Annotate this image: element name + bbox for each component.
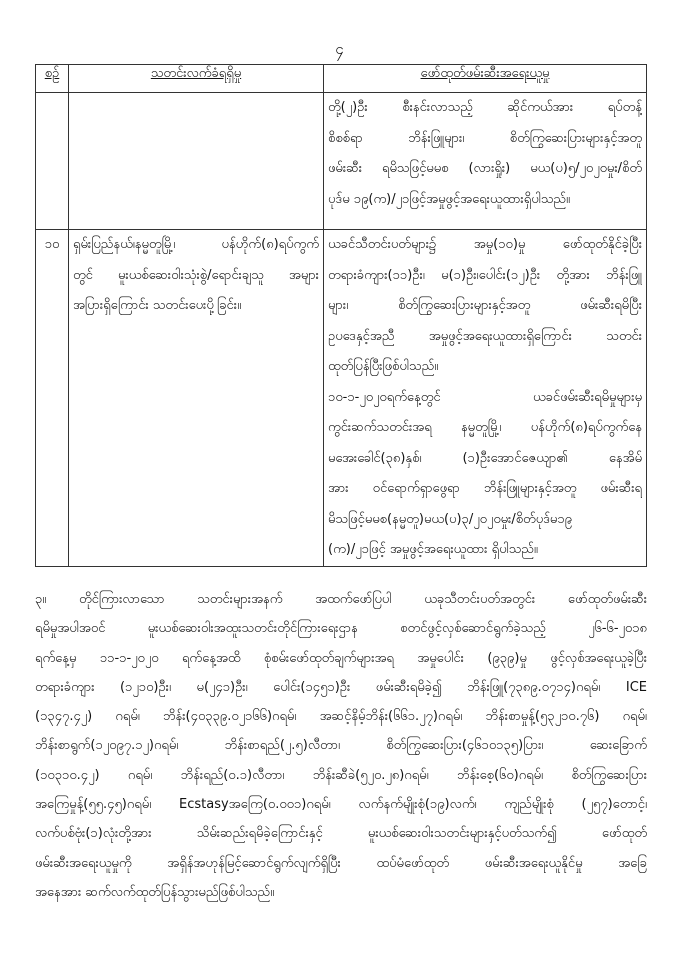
text-line: ဥပဒေနှင့်အညီ အမှုဖွင့်အရေးယူထားရှိကြောင်း သတင်း	[328, 328, 642, 344]
text-line: အပြားရှိကြောင်း သတင်းပေးပို့ခြင်း။	[73, 298, 242, 313]
table-row	[36, 93, 647, 230]
text-line: အနေအား ဆက်လက်ထုတ်ပြန်သွားမည်ဖြစ်ပါသည်။	[35, 884, 275, 900]
text-line: ထုတ်ပြန်ပြီးဖြစ်ပါသည်။	[328, 359, 439, 374]
text-line: ဖမ်းဆီးအရေးယူမှုကို အရှိန်အဟုန်မြင့်ဆောင်ရွက်လျက်ရှိပြီး ထပ်မံဖော်ထုတ် ဖမ်းဆီးအရေးယူနိုင်မှု အခြေ	[35, 855, 647, 871]
row-action	[324, 230, 647, 567]
text-line: ယခင်သီတင်းပတ်များ၌ အမှု(၁၀)မှု ဖော်ထုတ်နိုင်ခဲ့ပြီး	[328, 237, 642, 252]
row-info	[69, 230, 324, 567]
text-line: တွင် မူးယစ်ဆေးဝါးသုံးစွဲ/ရောင်းချသူ အများ	[73, 267, 319, 283]
text-line: (၁၃၄၇.၄၂) ဂရမ်၊ ဘိန်း(၄၀၃၃၉.၀၂၁၆၆)ဂရမ်၊ အဆင့်နိမ့်ဘိန်း(၆၆၁.၂၇)ဂရမ်၊ ဘိန်းစာမှုန့်(၅၃၂၁၀.၇၆) ဂရမ်၊	[35, 709, 647, 725]
text-line: များ၊ စိတ်ကြွဆေးပြားများနှင့်အတူ ဖမ်းဆီးရမိပြီး	[328, 298, 642, 313]
row-action	[324, 93, 647, 230]
text-line: မိသဖြင့်မမစ(နမ္မတူ)မယ(ပ)၃/၂၀၂၀မှုး/စိတ်ပုဒ်မ၁၉	[328, 511, 572, 527]
text-line: (၁၀၃၁၀.၄၂) ဂရမ်၊ ဘိန်းရည်(၀.၁)လီတာ၊ ဘိန်းဆီခဲ(၅၂၀.၂၈)ဂရမ်၊ ဘိန်းစေ့(၆၀)ဂရမ်၊ စိတ်ကြွဆေးပြား	[35, 767, 647, 783]
text-line: အား ဝင်ရောက်ရှာဖွေရာ ဘိန်းဖြူများနှင့်အတူ ဖမ်းဆီးရ	[328, 481, 642, 496]
text-line: ဘိန်းစာရွက်(၁၂၀၉၇.၁၂)ဂရမ်၊ ဘိန်းစာရည်(၂.၅)လီတာ၊ စိတ်ကြွဆေးပြား(၄၆၁၀၁၃၅)ပြား၊ ဆေးခြောက်	[35, 738, 647, 754]
text-line: ၃။ တိုင်ကြားလာသော သတင်းများအနက် အထက်ဖော်ပြပါ ယခုသီတင်းပတ်အတွင်း ဖော်ထုတ်ဖမ်းဆီး	[35, 592, 647, 607]
summary-paragraph	[35, 585, 647, 907]
text-line: မအေးခေါင်(၃၈)နှစ်၊ (၁)ဦးအောင်ဇေယျာ၏ နေအိမ်	[328, 450, 642, 466]
row-serial: ၁၀	[36, 230, 69, 567]
text-line: ၁၀-၁-၂၀၂၀ရက်နေ့တွင် ယခင်ဖမ်းဆီးရမိမှုများမှ	[328, 389, 642, 405]
header-info-received: သတင်းလက်ခံရရှိမှု	[69, 65, 324, 93]
report-table	[35, 64, 647, 567]
text-line: ရမိမှုအပါအဝင် မူးယစ်ဆေးဝါးအထူးသတင်းတိုင်ကြားရေးဌာန စတင်ဖွင့်လှစ်ဆောင်ရွက်ခဲ့သည့် ၂၆-၆-၂၀၁၈	[35, 621, 647, 637]
text-line: လက်ပစ်ဗုံး(၁)လုံးတို့အား သိမ်းဆည်းရမိခဲ့ကြောင်းနှင့် မူးယစ်ဆေးဝါးသတင်းများနှင့်ပတ်သက်၍ ဖော်ထုတ်	[35, 826, 647, 842]
text-line: ရက်နေ့မှ ၁၁-၁-၂၀၂၀ ရက်နေ့အထိ စုံစမ်းဖော်ထုတ်ချက်များအရ အမှုပေါင်း (၉၃၉)မှု ဖွင့်လှစ်အရေးယူခဲ့ပြီး	[35, 650, 647, 666]
row-info	[69, 93, 324, 230]
table-row	[36, 230, 647, 567]
text-line: တို့(၂)ဦး စီးနင်းလာသည့် ဆိုင်ကယ်အား ရပ်တန့်	[328, 100, 642, 115]
text-line: တရားခံကျား (၁၂၁၀)ဦး၊ မ(၂၄၁)ဦး၊ ပေါင်း(၁၄၅၁)ဦး ဖမ်းဆီးရမိခဲ့၍ ဘိန်းဖြူ(၇၃၈၉.၀၇၁၄)ဂရမ်၊ ICE	[35, 679, 647, 695]
page-number: ၄	[335, 40, 344, 58]
text-line: ပုဒ်မ ၁၉(က)/၂၁ဖြင့်အမှုဖွင့်အရေးယူထားရှိပါသည်။	[328, 191, 570, 207]
text-line: (က)/၂၁ဖြင့် အမှုဖွင့်အရေးယူထား ရှိပါသည်။	[328, 542, 538, 557]
header-serial: စဉ်	[36, 65, 69, 93]
table-header-row	[36, 65, 647, 93]
row-serial	[36, 93, 69, 230]
text-line: အကြေမှုန့်(၅၅.၄၅)ဂရမ်၊ Ecstasyအကြေ(၀.၀၀၁)ဂရမ်၊ လက်နက်မျိုးစုံ(၁၉)လက်၊ ကျည်မျိုးစုံ (၂၅၇)တောင့်၊	[35, 797, 647, 813]
text-line: စိစစ်ရာ ဘိန်းဖြူများ၊ စိတ်ကြွဆေးပြားများနှင့်အတူ	[328, 130, 642, 146]
text-line: ကွင်းဆက်သတင်းအရ နမ္မတူမြို့၊ ပန်ဟိုက်(၈)ရပ်ကွက်နေ	[328, 420, 642, 435]
text-line: ဖမ်းဆီး ရမိသဖြင့်မမစ (လားရှိုး) မယ(ပ)၅/၂၀၂၀မှုး/စိတ်	[328, 161, 642, 176]
text-line: တရားခံကျား(၁၁)ဦး၊ မ(၁)ဦး၊ပေါင်း(၁၂)ဦး တို့အား ဘိန်းဖြူ	[328, 267, 642, 283]
header-action-taken: ဖော်ထုတ်ဖမ်းဆီးအရေးယူမှု	[324, 65, 647, 93]
text-line: ရှမ်းပြည်နယ်၊နမ္မတူမြို့၊ ပန်ဟိုက်(၈)ရပ်ကွက်	[73, 237, 319, 252]
